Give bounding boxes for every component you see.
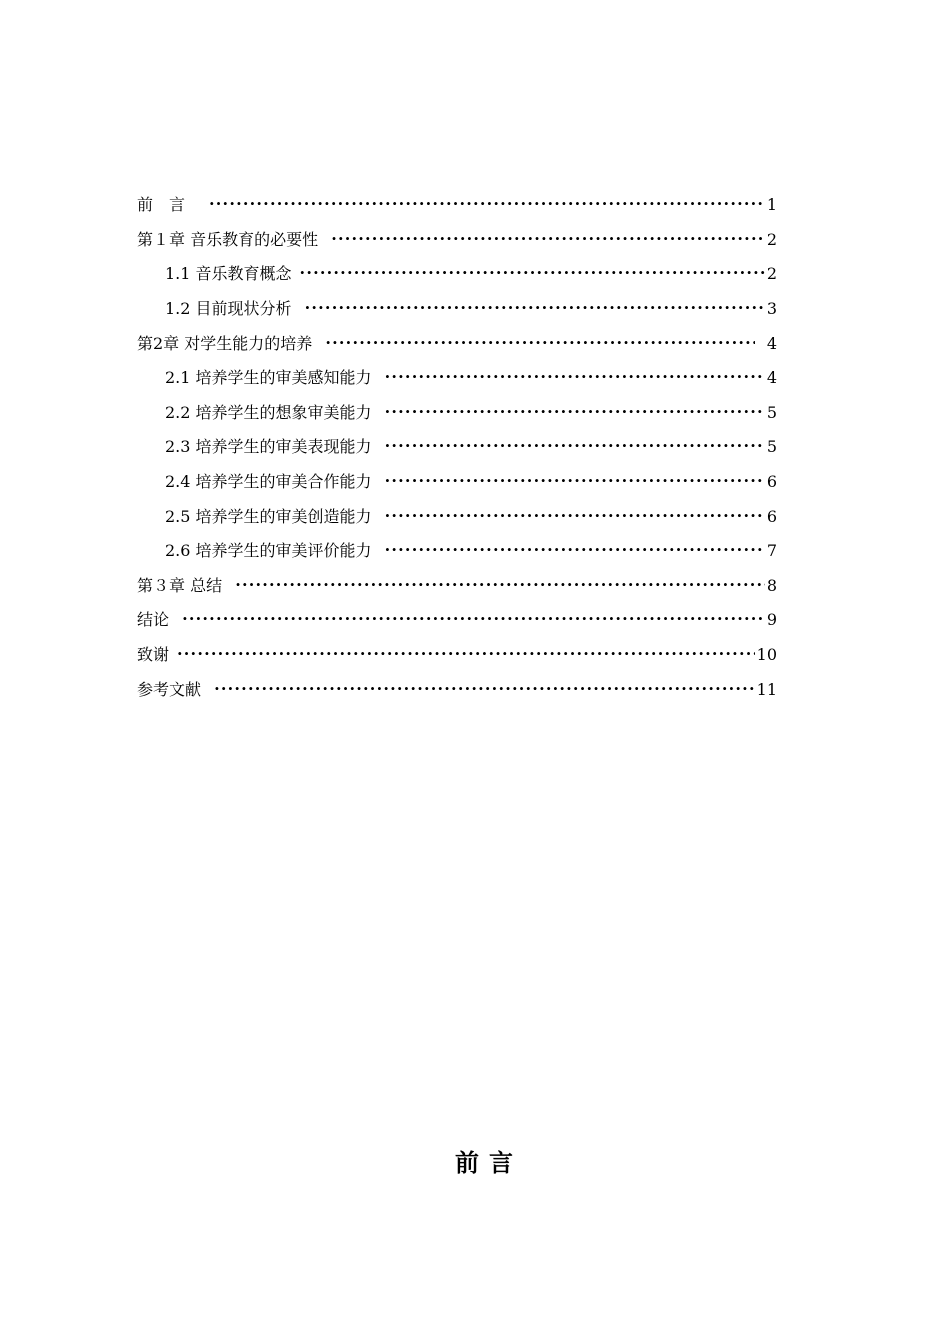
- toc-entry-page: 4: [766, 333, 777, 353]
- toc-entry-2-6[interactable]: [137, 534, 777, 569]
- toc-entry-title: 2.1 培养学生的审美感知能力: [165, 368, 377, 388]
- toc-entry-title: 2.3 培养学生的审美表现能力: [165, 437, 377, 457]
- toc-entry-2-2[interactable]: [137, 396, 777, 431]
- toc-entry-page: 3: [766, 299, 777, 319]
- toc-entry-page: 4: [766, 368, 777, 388]
- toc-leader-dots: [182, 611, 765, 629]
- toc-entry-title: 参考文献: [137, 679, 207, 699]
- toc-entry-page: 9: [766, 610, 777, 630]
- toc-leader-dots: [331, 231, 765, 249]
- toc-leader-dots: [385, 369, 765, 387]
- preface-heading: 前言: [455, 1149, 523, 1177]
- toc-entry-page: 7: [766, 541, 777, 561]
- toc-leader-dots: [300, 265, 765, 283]
- toc-entry-title: 第2章 对学生能力的培养: [137, 333, 318, 353]
- toc-entry-1-1[interactable]: [137, 257, 777, 292]
- toc-entry-page: 11: [756, 679, 777, 699]
- toc-entry-title: 致谢: [137, 645, 170, 665]
- toc-entry-2-3[interactable]: [137, 430, 777, 465]
- toc-entry-preface[interactable]: [137, 188, 777, 223]
- toc-leader-dots: [385, 404, 765, 422]
- toc-entry-2-4[interactable]: [137, 465, 777, 500]
- toc-entry-title: 2.6 培养学生的审美评价能力: [165, 541, 377, 561]
- toc-entry-conclusion[interactable]: [137, 603, 777, 638]
- toc-entry-title: 2.2 培养学生的想象审美能力: [165, 402, 377, 422]
- toc-leader-dots: [385, 508, 765, 526]
- toc-entry-page: 2: [766, 264, 777, 284]
- toc-entry-page: 2: [766, 229, 777, 249]
- toc-leader-dots: [325, 335, 754, 353]
- toc-entry-page: 1: [766, 195, 777, 215]
- toc-leader-dots: [385, 542, 765, 560]
- toc-leader-dots: [305, 300, 765, 318]
- toc-entry-chapter-1[interactable]: [137, 223, 777, 258]
- toc-leader-dots: [235, 577, 765, 595]
- toc-leader-dots: [385, 473, 765, 491]
- toc-leader-dots: [209, 196, 765, 214]
- toc-entry-title: 1.2 目前现状分析: [165, 299, 297, 319]
- toc-entry-title: 前 言: [137, 195, 202, 215]
- toc-entry-title: 1.1 音乐教育概念: [165, 264, 292, 284]
- toc-entry-page: 5: [766, 402, 777, 422]
- toc-entry-page: 10: [756, 645, 777, 665]
- toc-entry-chapter-3[interactable]: [137, 569, 777, 604]
- toc-entry-title: 结论: [137, 610, 175, 630]
- toc-entry-2-5[interactable]: [137, 499, 777, 534]
- toc-entry-2-1[interactable]: [137, 361, 777, 396]
- toc-leader-dots: [214, 681, 755, 699]
- toc-entry-chapter-2[interactable]: [137, 326, 777, 361]
- table-of-contents: [137, 188, 777, 707]
- toc-entry-page: 8: [766, 575, 777, 595]
- toc-entry-title: 第３章 总结: [137, 575, 228, 595]
- toc-entry-1-2[interactable]: [137, 292, 777, 327]
- toc-entry-page: 5: [766, 437, 777, 457]
- toc-entry-page: 6: [766, 472, 777, 492]
- toc-leader-dots: [385, 438, 765, 456]
- toc-entry-page: 6: [766, 506, 777, 526]
- toc-entry-title: 2.4 培养学生的审美合作能力: [165, 472, 377, 492]
- toc-entry-acknowledgements[interactable]: [137, 638, 777, 673]
- toc-entry-title: 第１章 音乐教育的必要性: [137, 229, 324, 249]
- toc-entry-references[interactable]: [137, 672, 777, 707]
- toc-entry-title: 2.5 培养学生的审美创造能力: [165, 506, 377, 526]
- toc-leader-dots: [177, 646, 755, 664]
